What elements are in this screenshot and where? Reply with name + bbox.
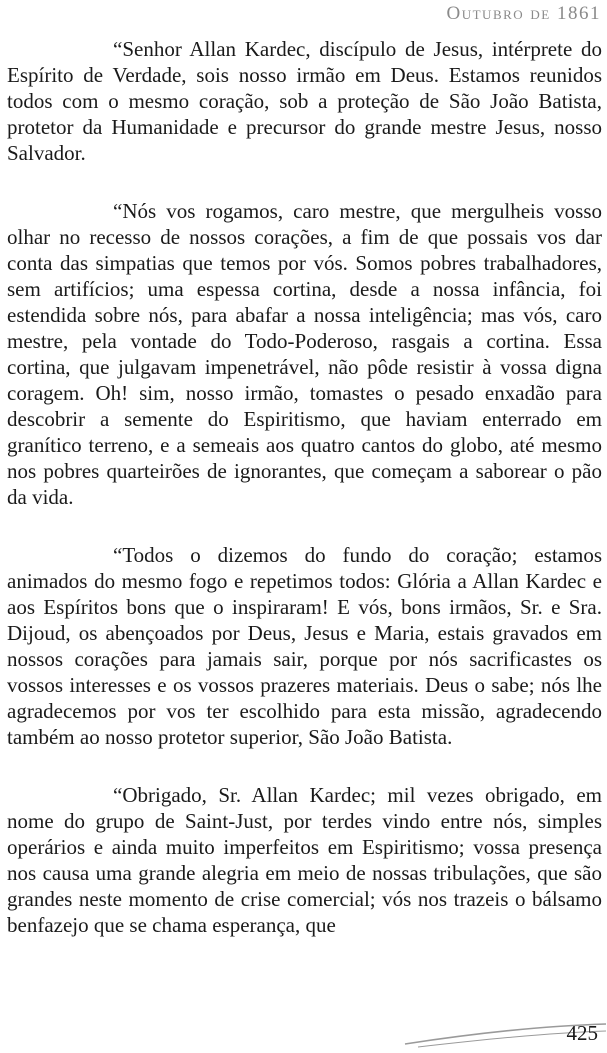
- page-footer: [0, 1000, 607, 1053]
- paragraph-3: “Todos o dizemos do fundo do coração; estamos animados do mesmo fogo e repetimos todos: Glória a Allan Kardec e aos Espíritos bons que o inspiraram! E vós, bons irmãos, Sr. e Sra. Dijoud, os abençoados por Deus, Jesus e Maria, estais gravados em nossos corações para jamais sair, porque por nós sacrificastes os vossos interesses e os vossos prazeres materiais. Deus o sabe; nós lhe agradecemos por vos ter escolhido para esta missão, agradecendo também ao nosso protetor superior, São João Batista.: [7, 543, 602, 749]
- page-number: 425: [566, 1021, 598, 1045]
- running-header: Outubro de 1861: [446, 3, 601, 24]
- body-text: [7, 36, 602, 938]
- paragraph-2: “Nós vos rogamos, caro mestre, que mergulheis vosso olhar no recesso de nossos corações, a fim de que possais vos dar conta das simpatias que temos por vós. Somos pobres trabalhadores, sem artifícios; uma espessa cortina, desde a nossa infância, foi estendida sobre nós, para abafar a nossa inteligência; mas vós, caro mestre, pela vontade do Todo-Poderoso, rasgais a cortina. Essa cortina, que julgavam impenetrável, não pôde resistir à vossa digna coragem. Oh! sim, nosso irmão, tomastes o pesado enxadão para descobrir a semente do Espiritismo, que haviam enterrado em granítico terreno, e a semeais aos quatro cantos do globo, até mesmo nos pobres quarteirões de ignorantes, que começam a saborear o pão da vida.: [7, 199, 602, 509]
- paragraph-1: “Senhor Allan Kardec, discípulo de Jesus, intérprete do Espírito de Verdade, sois nosso irmão em Deus. Estamos reunidos todos com o mesmo coração, sob a proteção de São João Batista, protetor da Humanidade e precursor do grande mestre Jesus, nosso Salvador.: [7, 37, 602, 165]
- footer-swoosh-ornament: [0, 1000, 607, 1053]
- paragraph-4: “Obrigado, Sr. Allan Kardec; mil vezes obrigado, em nome do grupo de Saint-Just, por terdes vindo entre nós, simples operários e ainda muito imperfeitos em Espiritismo; vossa presença nos causa uma grande alegria em meio de nossas tribulações, que são grandes neste momento de crise comercial; vós nos trazeis o bálsamo benfazejo que se chama esperança, que: [7, 783, 602, 937]
